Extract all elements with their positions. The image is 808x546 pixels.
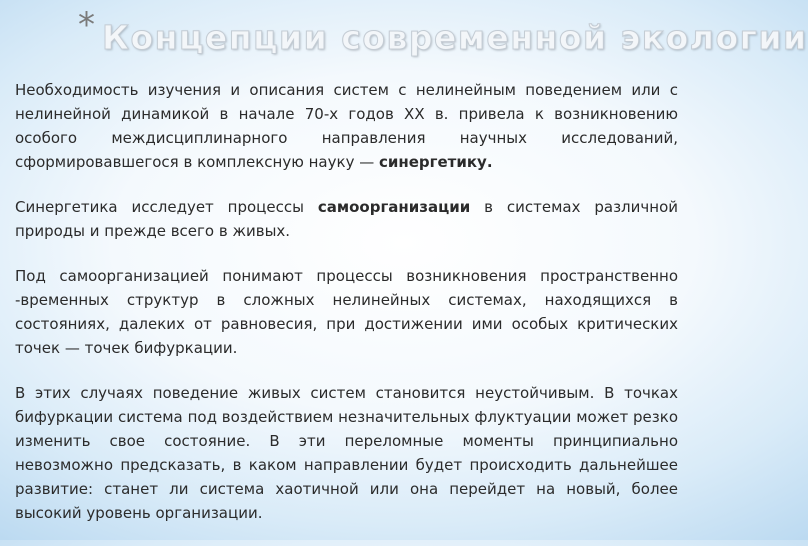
paragraph-bifurcation: В этих случаях поведение живых систем становится неустойчивым. В точках бифуркации система под воздействием незначительных флуктуации может резко изменить свое состояние. В эти переломные моменты принципиально невозможно предсказать, в каком направлении будет происходить дальнейшее развитие: станет ли система хаотичной или она перейдет на новый, более высокий уровень организации. [15, 384, 678, 522]
paragraph-text: Необходимость изучения и описания систем с нелинейным поведением или с нелинейной динамикой в начале 70-х годов XX в. привела к возникновению особого междисциплинарного направления научных исследований, сформировавшегося в комплексную науку — [15, 81, 678, 171]
slide-body [15, 78, 678, 546]
paragraph-text: в системах различной природы и прежде всего в живых. [15, 198, 678, 240]
term-synergetics: синергетику. [378, 153, 493, 171]
slide-title: Концепции современной экологии [102, 18, 808, 57]
paragraph-self-organization [15, 195, 678, 243]
title-bullet-icon: * [78, 5, 95, 45]
paragraph-synergetics-origin [15, 78, 678, 174]
paragraph-definition: Под самоорганизацией понимают процессы возникновения пространственно -временных структур в сложных нелинейных системах, находящихся в состояниях, далеких от равновесия, при достижении ими особых критических точек — точек бифуркации. [15, 267, 678, 357]
term-self-organization: самоорганизации [317, 198, 471, 216]
slide-title-row [78, 5, 808, 66]
paragraph-text: Синергетика исследует процессы [15, 198, 318, 216]
